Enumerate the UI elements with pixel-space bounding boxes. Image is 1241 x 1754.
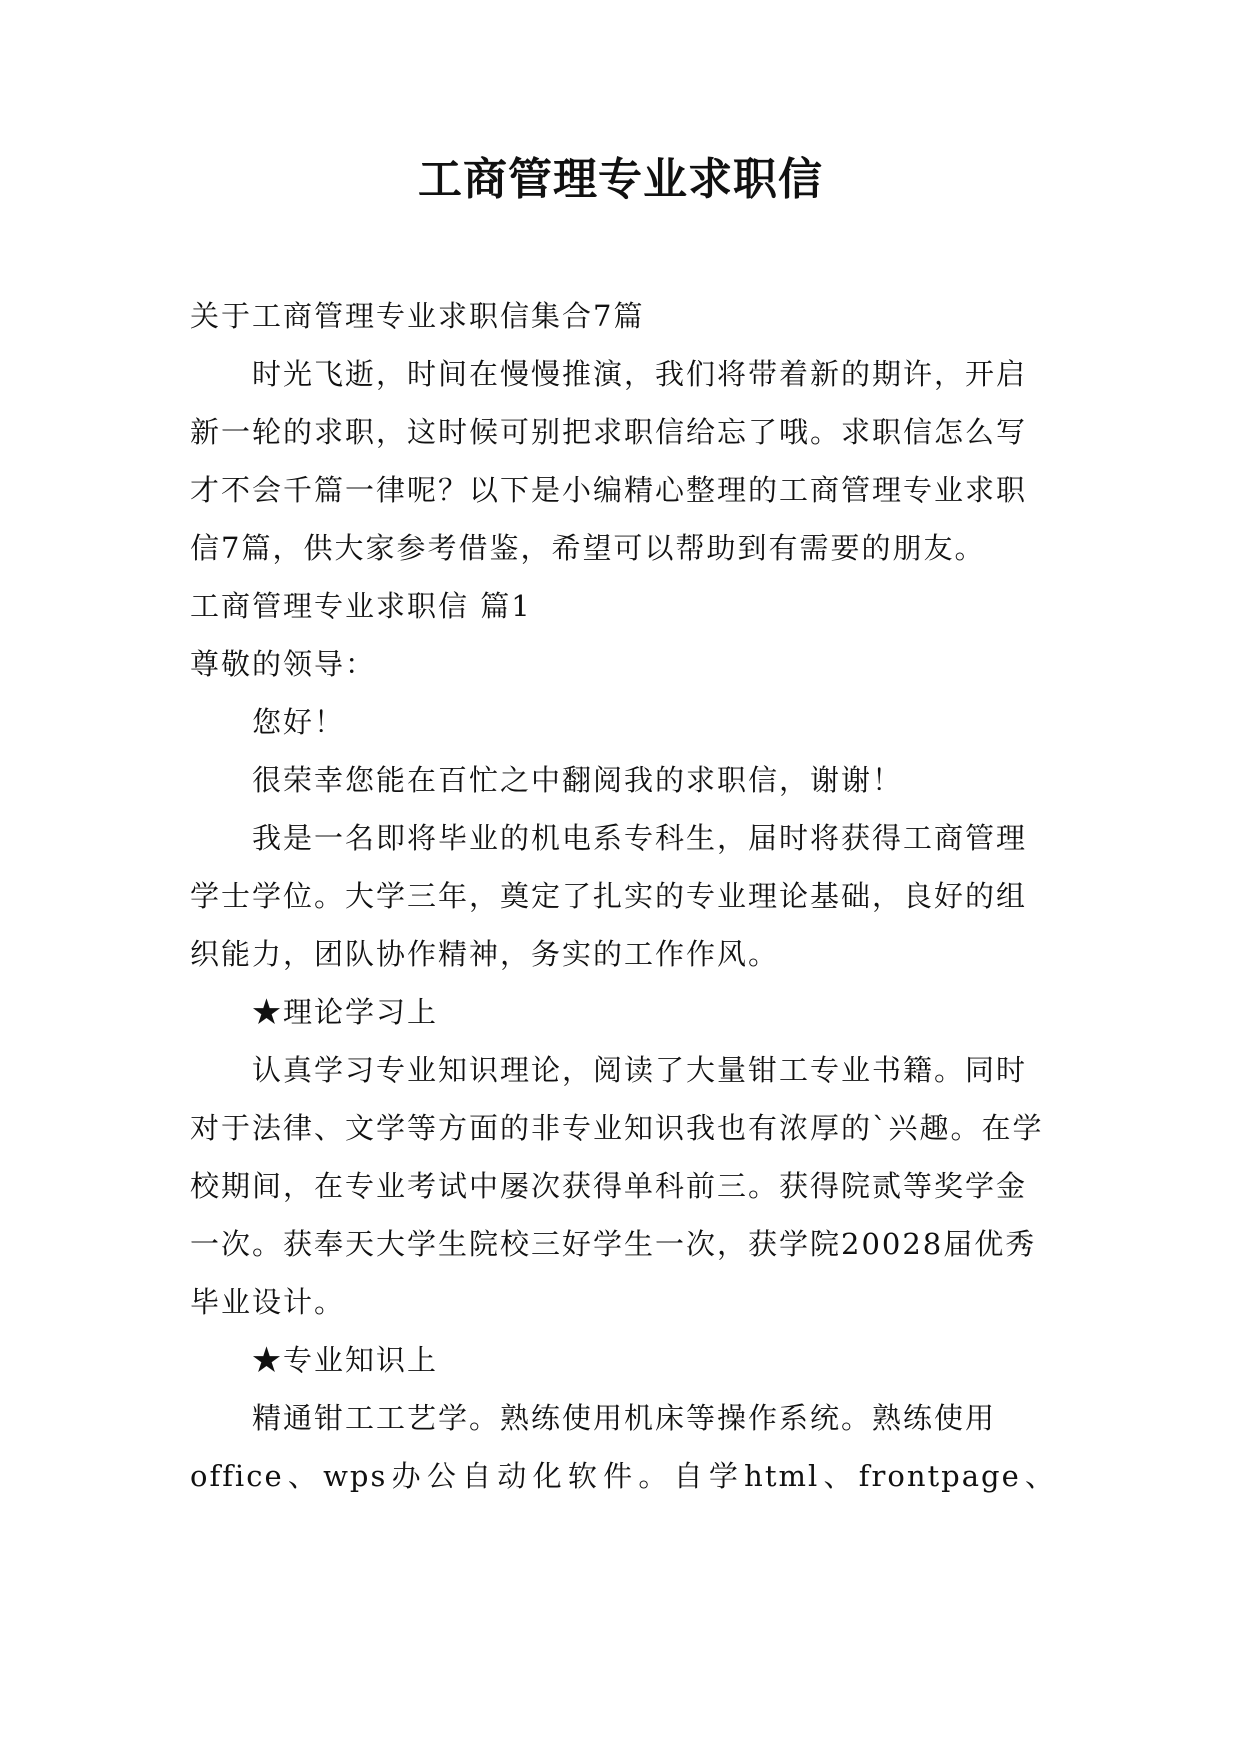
letter-heading: 工商管理专业求职信 篇1 bbox=[190, 589, 532, 623]
intro-paragraph: 时光飞逝，时间在慢慢推演，我们将带着新的期许，开启新一轮的求职，这时候可别把求职信给忘了哦。求职信怎么写才不会千篇一律呢？以下是小编精心整理的工商管理专业求职信7篇，供大家参考借鉴，希望可以帮助到有需要的朋友。 bbox=[190, 357, 1028, 565]
section-heading-expertise: ★专业知识上 bbox=[252, 1343, 439, 1377]
self-introduction-paragraph: 我是一名即将毕业的机电系专科生，届时将获得工商管理学士学位。大学三年，奠定了扎实的专业理论基础，良好的组织能力，团队协作精神，务实的工作作风。 bbox=[190, 821, 1028, 971]
document-title: 工商管理专业求职信 bbox=[418, 154, 823, 205]
greeting: 您好！ bbox=[252, 705, 346, 739]
theory-paragraph: 认真学习专业知识理论，阅读了大量钳工专业书籍。同时对于法律、文学等方面的非专业知识我也有浓厚的`兴趣。在学校期间，在专业考试中屡次获得单科前三。获得院贰等奖学金一次。获奉天大学生院校三好学生一次，获学院20028届优秀毕业设计。 bbox=[190, 1053, 1044, 1319]
expertise-paragraph-line-1: 精通钳工工艺学。熟练使用机床等操作系统。熟练使用 bbox=[252, 1401, 997, 1435]
document-subtitle: 关于工商管理专业求职信集合7篇 bbox=[190, 299, 645, 333]
expertise-paragraph-line-2: office、wps办公自动化软件。自学html、frontpage、 bbox=[190, 1459, 1056, 1493]
document-body bbox=[190, 287, 1056, 1505]
salutation: 尊敬的领导： bbox=[190, 647, 377, 681]
thanks-paragraph: 很荣幸您能在百忙之中翻阅我的求职信，谢谢！ bbox=[252, 763, 904, 797]
section-heading-theory: ★理论学习上 bbox=[252, 995, 439, 1029]
